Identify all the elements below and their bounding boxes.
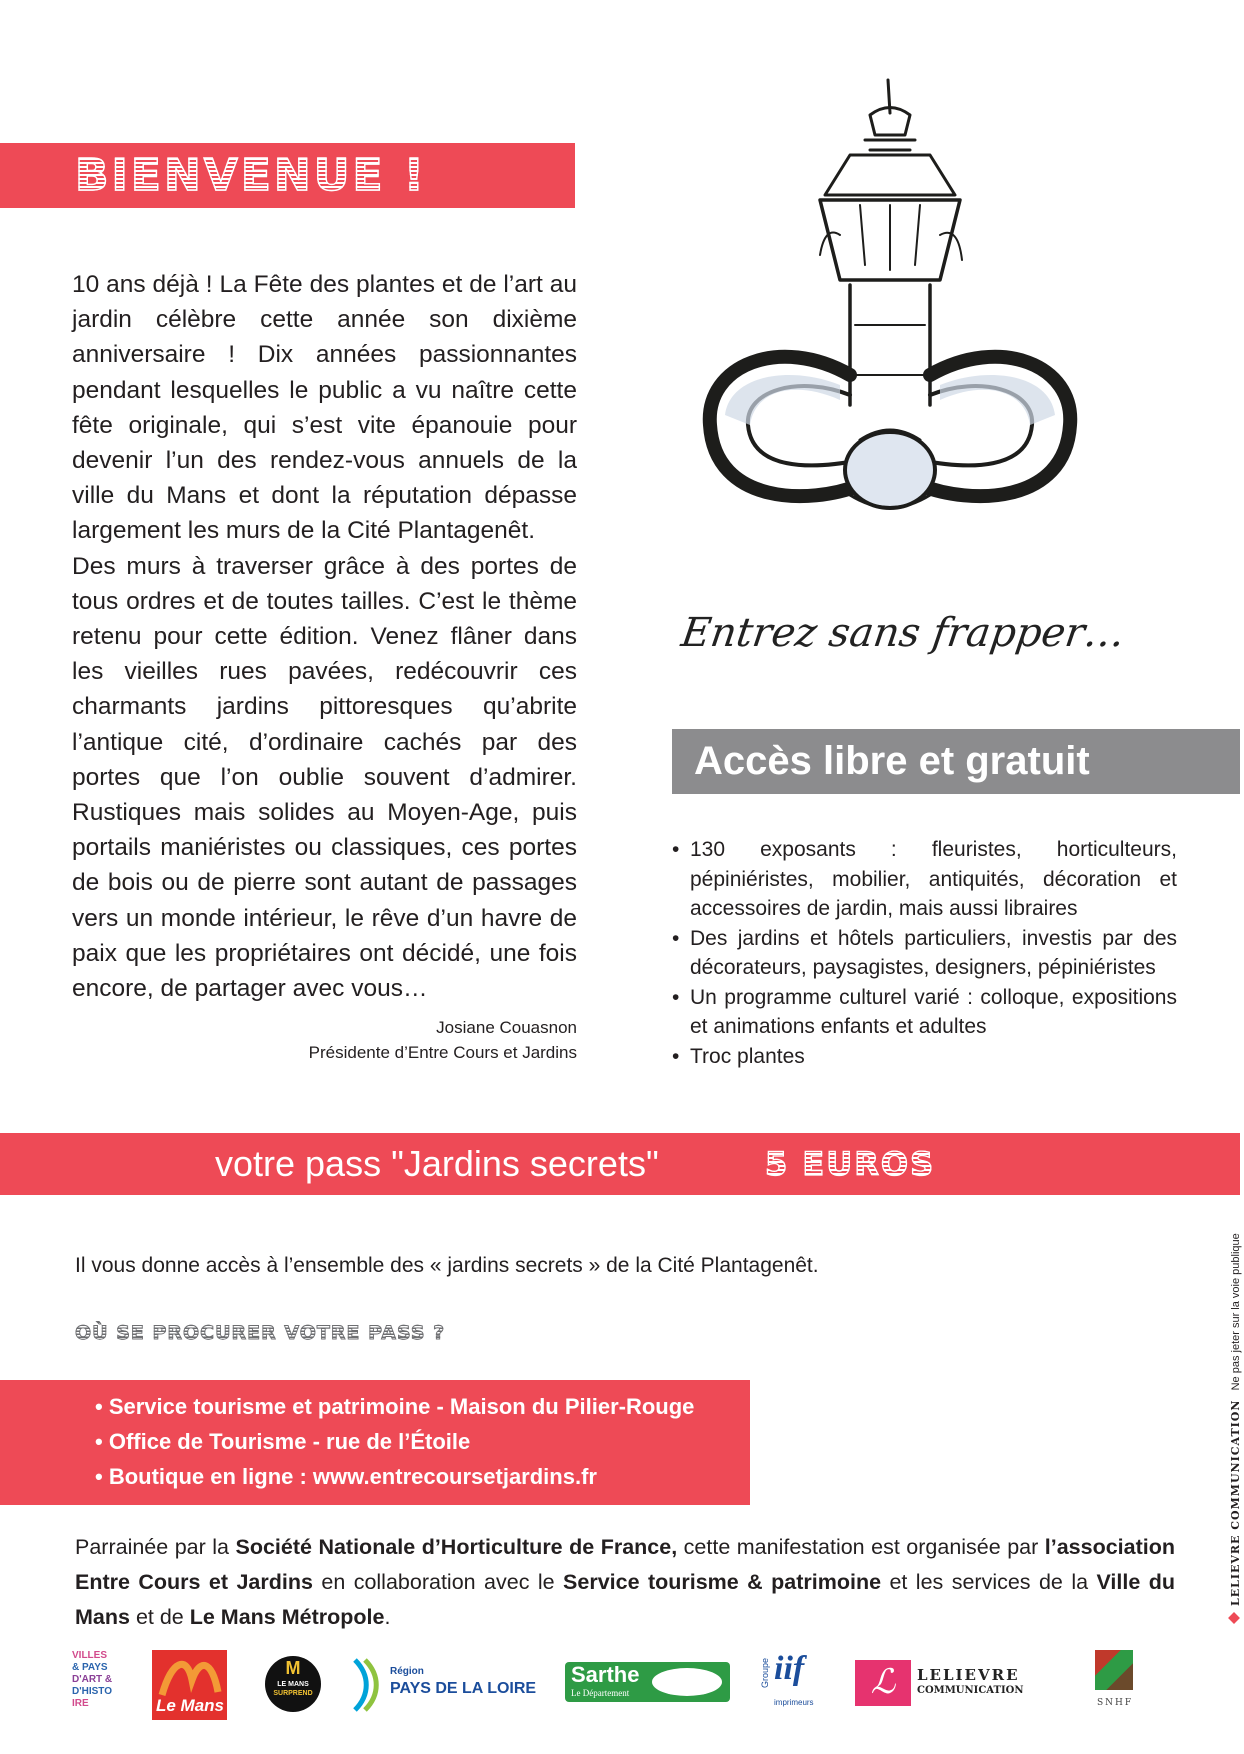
logo-text: Groupe bbox=[760, 1657, 770, 1688]
sponsor-text-part: en collaboration avec le bbox=[312, 1570, 564, 1594]
sponsor-association: l’association Entre Cours et Jardins bbox=[75, 1535, 1176, 1594]
pass-price: 5 EUROS bbox=[765, 1133, 935, 1195]
pass-title: votre pass "Jardins secrets" bbox=[215, 1143, 659, 1184]
sponsor-text-part: cette manifestation est organisée par bbox=[677, 1535, 1045, 1559]
sponsor-text-part: et les services de la bbox=[881, 1570, 1097, 1594]
logo-text: IRE bbox=[72, 1698, 89, 1709]
region-pays-de-la-loire-logo bbox=[350, 1650, 537, 1720]
welcome-text bbox=[72, 267, 577, 1006]
logo-text: Sarthe bbox=[571, 1662, 640, 1687]
lelievre-l-icon: ℒ bbox=[855, 1660, 911, 1706]
list-item: • Des jardins et hôtels particuliers, investis par des décorateurs, paysagistes, designers, pépiniéristes bbox=[672, 924, 1177, 983]
list-item: • Service tourisme et patrimoine - Maison du Pilier-Rouge bbox=[95, 1389, 694, 1424]
list-item: • Troc plantes bbox=[672, 1042, 1177, 1072]
m-icon: M bbox=[285, 1658, 301, 1678]
logo-text: SURPREND bbox=[273, 1690, 313, 1697]
sponsor-ville: Ville du Mans bbox=[75, 1570, 1175, 1629]
logo-text: PAYS DE LA LOIRE bbox=[390, 1680, 537, 1697]
logo-text: COMMUNICATION bbox=[917, 1685, 1024, 1696]
where-list bbox=[95, 1389, 694, 1494]
welcome-paragraph-1: 10 ans déjà ! La Fête des plantes et de l’art au jardin célèbre cette année son dixième anniversaire ! Dix années passionnantes pendant lesquelles le public a vu naître cette fête originale, qui s’est vite épanouie pour devenir l’un des rendez-vous annuels de la ville du Mans et dont la réputation dépasse largement les murs de la Cité Plantagenêt. bbox=[72, 271, 577, 545]
sarthe-departement-logo bbox=[565, 1662, 730, 1702]
list-item[interactable]: • Boutique en ligne : www.entrecoursetjardins.fr bbox=[95, 1459, 694, 1494]
sarthe-swoosh-icon bbox=[652, 1668, 722, 1696]
signature-role: Présidente d’Entre Cours et Jardins bbox=[308, 1043, 577, 1062]
logo-text: Le Mans bbox=[156, 1696, 225, 1715]
le-mans-logo bbox=[152, 1650, 227, 1720]
villes-pays-art-histoire-logo bbox=[72, 1650, 116, 1720]
list-item: • Office de Tourisme - rue de l’Étoile bbox=[95, 1424, 694, 1459]
side-credit bbox=[1228, 1233, 1244, 1624]
region-waves-icon bbox=[350, 1655, 390, 1715]
sponsor-snhf: Société Nationale d’Horticulture de France, bbox=[235, 1535, 678, 1559]
logo-text: Le Département bbox=[571, 1688, 630, 1698]
sponsor-text-part: et de bbox=[129, 1605, 190, 1629]
signature-name: Josiane Couasnon bbox=[436, 1018, 577, 1037]
where-title: OÙ SE PROCURER VOTRE PASS ? bbox=[75, 1322, 446, 1344]
sponsor-text-part: . bbox=[384, 1605, 391, 1629]
side-credit-brand: LELIEVRE COMMUNICATION bbox=[1229, 1399, 1242, 1606]
sponsor-text bbox=[75, 1530, 1175, 1635]
le-mans-surprend-logo bbox=[265, 1656, 321, 1712]
snhf-logo bbox=[1095, 1650, 1155, 1720]
logo-text: SNHF bbox=[1097, 1698, 1134, 1708]
side-credit-notice: Ne pas jeter sur la voie publique bbox=[1230, 1233, 1242, 1391]
logo-text: D'ART & bbox=[72, 1674, 113, 1685]
logo-text: Région bbox=[390, 1666, 424, 1677]
logo-text: LELIEVRE bbox=[917, 1666, 1020, 1684]
door-knocker-icon bbox=[700, 75, 1180, 605]
lelievre-mini-icon bbox=[1228, 1612, 1240, 1624]
groupe-iif-logo bbox=[760, 1650, 820, 1720]
logo-text: iif bbox=[774, 1650, 805, 1687]
logo-text: LE MANS bbox=[277, 1681, 309, 1688]
list-item: • 130 exposants : fleuristes, horticulteurs, pépiniéristes, mobilier, antiquités, décoration et accessoires de jardin, mais aussi libraires bbox=[672, 835, 1177, 924]
sponsor-service: Service tourisme & patrimoine bbox=[563, 1570, 882, 1594]
lelievre-communication-logo bbox=[855, 1660, 1050, 1706]
list-item: • Un programme culturel varié : colloque, expositions et animations enfants et adultes bbox=[672, 983, 1177, 1042]
partner-logos bbox=[60, 1650, 1190, 1725]
acces-list bbox=[672, 835, 1177, 1071]
logo-text: VILLES bbox=[72, 1650, 108, 1661]
signature bbox=[72, 1015, 577, 1065]
logo-text: imprimeurs bbox=[774, 1698, 814, 1707]
welcome-paragraph-2: Des murs à traverser grâce à des portes de tous ordres et de toutes tailles. C’est le thème retenu pour cette édition. Venez flâner dans les vieilles rues pavées, redécouvrir ces charmants jardins pittoresques qu’abrite l’antique cité, d’ordinaire cachés par des portes que l’on oublie souvent d’admirer. Rustiques mais solides au Moyen-Age, puis portails maniéristes ou classiques, ces portes de bois ou de pierre sont autant de passages vers un monde intérieur, le rêve d’un havre de paix que les propriétaires ont décidé, une fois encore, de partager avec vous… bbox=[72, 552, 577, 1003]
pass-description: Il vous donne accès à l’ensemble des « jardins secrets » de la Cité Plantagenêt. bbox=[75, 1254, 819, 1277]
sponsor-metropole: Le Mans Métropole bbox=[189, 1605, 385, 1629]
logo-text: & PAYS bbox=[72, 1662, 108, 1673]
snhf-mosaic-icon bbox=[1095, 1650, 1133, 1690]
welcome-title: BIENVENUE ! bbox=[75, 143, 427, 208]
slogan: Entrez sans frapper… bbox=[678, 610, 1128, 656]
logo-text: D'HISTO bbox=[72, 1686, 112, 1697]
sponsor-text-part: Parrainée par la bbox=[75, 1535, 236, 1559]
acces-title: Accès libre et gratuit bbox=[694, 739, 1090, 783]
